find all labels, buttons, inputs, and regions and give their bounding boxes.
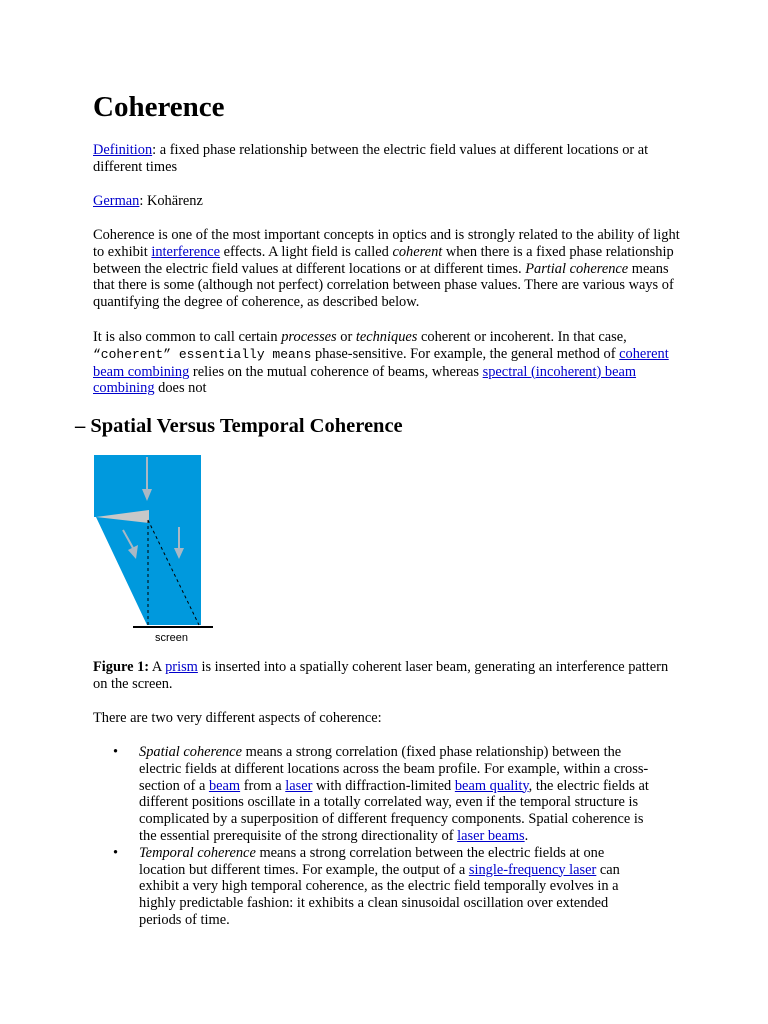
figure-1 [93, 455, 213, 645]
german-paragraph [93, 193, 203, 210]
text-span: coherent or incoherent. In that case, [417, 329, 627, 345]
interference-link[interactable]: interference [151, 243, 221, 260]
section-heading: – Spatial Versus Temporal Coherence [75, 415, 403, 437]
techniques-emphasis: techniques [355, 329, 418, 345]
text-span: with diffraction-limited [312, 777, 455, 794]
coherent-beam-combining-link[interactable]: coherent beam combining [93, 345, 669, 380]
text-span: means a strong correlation between the electric fields at one location but different times. For example, the output of a [139, 844, 605, 878]
list-item [93, 845, 653, 929]
beam-quality-link[interactable]: beam quality [454, 777, 529, 794]
text-span: phase-sensitive. For example, the general method of [311, 345, 620, 362]
beam-link[interactable]: beam [208, 777, 241, 794]
screen-label: screen [155, 632, 189, 644]
figure-label: Figure 1: [93, 659, 150, 675]
text-span: Coherence is one of the most important concepts in optics and is strongly related to the ability of light to exhibit [93, 227, 680, 260]
intro-paragraph [93, 227, 683, 311]
text-span: can exhibit a very high temporal coherence, as the electric field temporally evolves in a highly predictable fashion: it exhibits a clean sinusoidal oscillation over extended periods of time. [139, 861, 620, 928]
figure-caption [93, 659, 678, 693]
processes-paragraph [93, 329, 678, 397]
list-item [93, 744, 653, 845]
laser-beams-link[interactable]: laser beams [457, 827, 525, 844]
text-span: . [524, 827, 529, 844]
text-span: , the electric fields at different positions oscillate in a totally correlated way, even if the temporal structure is complicated by a superposition of different frequency components. Spatial coherence is the essential prerequisite of the strong directionality of [139, 777, 649, 844]
text-span: is inserted into a spatially coherent laser beam, generating an interference pattern on the screen. [93, 659, 669, 692]
bullet-icon: • [113, 744, 119, 760]
bullet-icon: • [113, 844, 119, 861]
text-span: from a [240, 777, 286, 794]
text-span: It is also common to call certain [93, 329, 282, 345]
aspects-intro: There are two very different aspects of coherence: [93, 710, 382, 726]
text-span: effects. A light field is called [220, 243, 393, 260]
prism-link[interactable]: prism [165, 659, 198, 675]
definition-text: : a fixed phase relationship between the electric field values at different locations or at different times [93, 142, 649, 175]
text-span: means a strong correlation (fixed phase relationship) between the electric fields at different locations across the beam profile. For example, within a cross-section of a [139, 744, 649, 794]
temporal-coherence-emphasis: Temporal coherence [139, 844, 256, 861]
coherent-emphasis: coherent [392, 243, 443, 260]
coherence-aspects-list [93, 744, 653, 929]
german-text: : Kohärenz [139, 193, 203, 209]
german-link[interactable]: German [93, 193, 140, 209]
text-span: means that there is some (although not perfect) correlation between phase values. There are various ways of quantifying the degree of coherence, as described below. [93, 260, 674, 311]
text-span: does not [154, 380, 207, 397]
text-span: A [149, 659, 166, 675]
spectral-beam-combining-link[interactable]: spectral (incoherent) beam combining [93, 363, 637, 397]
coherent-quote: “coherent” essentially means [93, 346, 312, 362]
text-span: when there is a fixed phase relationship between the electric field values at different locations or at different times. [93, 243, 674, 277]
definition-paragraph [93, 142, 673, 176]
processes-emphasis: processes [281, 329, 337, 345]
definition-link[interactable]: Definition [93, 142, 153, 158]
spatial-coherence-emphasis: Spatial coherence [139, 744, 242, 760]
prism-diagram [93, 455, 213, 645]
text-span: or [336, 329, 356, 345]
text-span: relies on the mutual coherence of beams, whereas [189, 363, 483, 380]
partial-coherence-emphasis: Partial coherence [525, 260, 629, 277]
page-title: Coherence [93, 91, 225, 123]
laser-link[interactable]: laser [285, 777, 313, 794]
single-frequency-laser-link[interactable]: single-frequency laser [468, 861, 597, 878]
